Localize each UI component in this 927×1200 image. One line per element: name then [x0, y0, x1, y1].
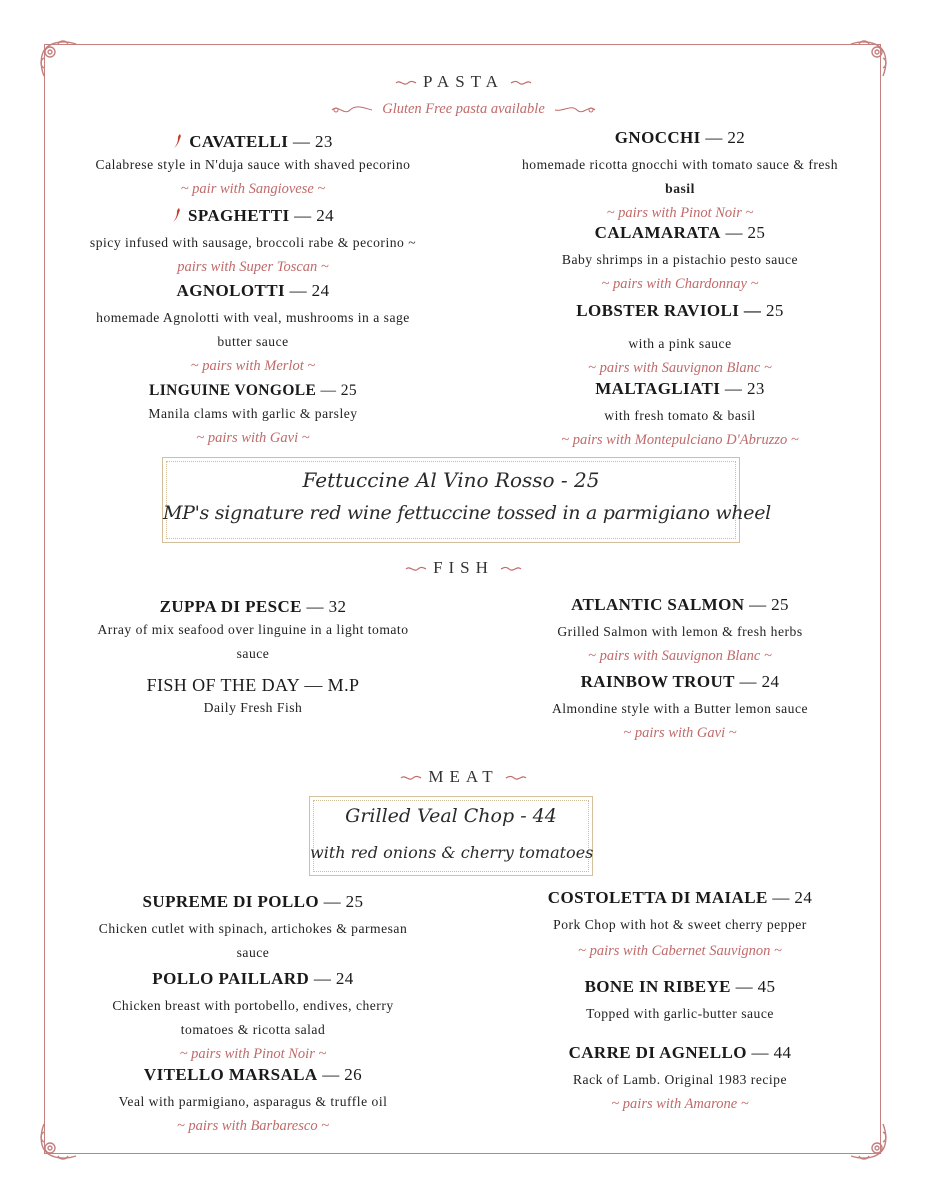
item-description: Topped with garlic-butter sauce — [586, 1006, 774, 1021]
item-description: Array of mix seafood over linguine in a light tomato — [97, 622, 409, 637]
section-title-meat — [0, 767, 927, 787]
gluten-free-note — [0, 101, 927, 118]
item-description: Baby shrimps in a pistachio pesto sauce — [561, 252, 799, 267]
item-description: sauce — [236, 646, 270, 661]
item-name: LOBSTER RAVIOLI — 25 — [576, 301, 784, 320]
item-name: SUPREME DI POLLO — 25 — [142, 892, 364, 911]
item-description: homemade Agnolotti with veal, mushrooms in a sage — [96, 310, 410, 325]
item-description: Pork Chop with hot & sweet cherry pepper — [553, 917, 807, 932]
item-name: ATLANTIC SALMON — 25 — [571, 595, 789, 614]
menu-item-calamarata — [480, 222, 880, 296]
item-description: Chicken breast with portobello, endives, cherry — [112, 998, 394, 1013]
swirl-right-icon — [553, 104, 597, 116]
wine-pairing: ~ pairs with Pinot Noir ~ — [179, 1046, 327, 1062]
wine-pairing: ~ pairs with Barbaresco ~ — [176, 1118, 330, 1134]
wine-pairing: ~ pairs with Gavi ~ — [196, 430, 310, 446]
item-name: GNOCCHI — 22 — [614, 128, 746, 147]
item-name: BONE IN RIBEYE — 45 — [584, 977, 776, 996]
menu-item-spaghetti — [48, 205, 458, 279]
menu-item-cavatelli — [48, 131, 458, 201]
menu-item-vitello-marsala — [48, 1064, 458, 1138]
menu-item-pollo-paillard — [48, 968, 458, 1066]
menu-item-bone-in-ribeye — [480, 976, 880, 1026]
wine-pairing: ~ pair with Sangiovese ~ — [180, 181, 326, 197]
menu-item-gnocchi — [480, 127, 880, 225]
item-description: with a pink sauce — [628, 336, 732, 351]
item-description: with fresh tomato & basil — [604, 408, 756, 423]
menu-item-fish-of-the-day — [48, 674, 458, 720]
item-name: RAINBOW TROUT — 24 — [580, 672, 780, 691]
flourish-icon — [400, 774, 422, 782]
item-name: CARRE DI AGNELLO — 44 — [568, 1043, 792, 1062]
special-description: with red onions & cherry tomatoes — [310, 843, 594, 862]
special-meat-box — [309, 796, 593, 876]
item-name: LINGUINE VONGOLE — 25 — [148, 382, 358, 399]
menu-item-atlantic-salmon — [480, 594, 880, 668]
item-name: AGNOLOTTI — 24 — [176, 281, 330, 300]
wine-pairing: ~ pairs with Sauvignon Blanc ~ — [588, 360, 772, 376]
menu-item-linguine-vongole — [48, 380, 458, 450]
flourish-icon — [510, 79, 532, 87]
item-description: basil — [665, 181, 695, 196]
menu-item-zuppa-di-pesce — [48, 596, 458, 666]
item-description: Almondine style with a Butter lemon sauce — [551, 701, 809, 716]
menu-item-supreme-di-pollo — [48, 891, 458, 965]
flourish-icon — [395, 79, 417, 87]
item-description: sauce — [236, 945, 270, 960]
item-description: tomatoes & ricotta salad — [180, 1022, 326, 1037]
scroll-corner-ornament-icon — [849, 1122, 891, 1164]
special-title: Fettuccine Al Vino Rosso - 25 — [302, 468, 600, 492]
item-description: Grilled Salmon with lemon & fresh herbs — [557, 624, 803, 639]
section-label: PASTA — [423, 72, 504, 91]
item-name: ZUPPA DI PESCE — 32 — [159, 597, 347, 616]
item-description: homemade ricotta gnocchi with tomato sauce & fresh — [521, 157, 839, 172]
swirl-left-icon — [330, 104, 374, 116]
flourish-icon — [405, 565, 427, 573]
item-description: Veal with parmigiano, asparagus & truffle oil — [118, 1094, 388, 1109]
chili-pepper-icon — [173, 133, 183, 149]
wine-pairing: ~ pairs with Montepulciano D'Abruzzo ~ — [561, 432, 799, 448]
menu-item-costoletta-di-maiale — [480, 887, 880, 963]
menu-item-agnolotti — [48, 280, 458, 378]
wine-pairing: ~ pairs with Sauvignon Blanc ~ — [588, 648, 772, 664]
flourish-icon — [500, 565, 522, 573]
note-text: Gluten Free pasta available — [382, 101, 545, 117]
item-description: Daily Fresh Fish — [203, 700, 303, 715]
item-name: POLLO PAILLARD — 24 — [152, 969, 354, 988]
wine-pairing: ~ pairs with Gavi ~ — [623, 725, 737, 741]
special-pasta-box — [162, 457, 771, 543]
item-description: Calabrese style in N'duja sauce with shaved pecorino — [95, 157, 411, 172]
item-description: Rack of Lamb. Original 1983 recipe — [572, 1072, 788, 1087]
item-name: VITELLO MARSALA — 26 — [143, 1065, 363, 1084]
menu-item-rainbow-trout — [480, 671, 880, 745]
item-description: Manila clams with garlic & parsley — [148, 406, 358, 421]
section-title-pasta — [0, 72, 927, 92]
menu-item-maltagliati — [480, 378, 880, 452]
menu-item-lobster-ravioli — [480, 300, 880, 380]
item-name: SPAGHETTI — 24 — [48, 205, 458, 227]
item-name: FISH OF THE DAY — M.P — [146, 675, 360, 695]
item-name: CALAMARATA — 25 — [594, 223, 766, 242]
menu-item-carre-di-agnello — [480, 1042, 880, 1116]
section-title-fish — [0, 558, 927, 578]
flourish-icon — [505, 774, 527, 782]
wine-pairing: ~ pairs with Chardonnay ~ — [601, 276, 759, 292]
wine-pairing: pairs with Super Toscan ~ — [177, 259, 329, 275]
special-description: MP's signature red wine fettuccine tossed in a parmigiano wheel — [163, 502, 771, 524]
wine-pairing: ~ pairs with Merlot ~ — [190, 358, 316, 374]
wine-pairing: ~ pairs with Cabernet Sauvignon ~ — [578, 943, 782, 959]
special-title: Grilled Veal Chop - 44 — [345, 805, 557, 827]
item-description: Chicken cutlet with spinach, artichokes & parmesan — [98, 921, 408, 936]
wine-pairing: ~ pairs with Pinot Noir ~ — [606, 205, 754, 221]
chili-pepper-icon — [172, 207, 182, 223]
item-description: spicy infused with sausage, broccoli rabe & pecorino ~ — [89, 235, 417, 250]
wine-pairing: ~ pairs with Amarone ~ — [611, 1096, 749, 1112]
item-name: MALTAGLIATI — 23 — [595, 379, 765, 398]
section-label: FISH — [433, 558, 494, 577]
section-label: MEAT — [428, 767, 499, 786]
item-name: COSTOLETTA DI MAIALE — 24 — [547, 888, 813, 907]
item-description: butter sauce — [217, 334, 289, 349]
item-name: CAVATELLI — 23 — [48, 131, 458, 153]
